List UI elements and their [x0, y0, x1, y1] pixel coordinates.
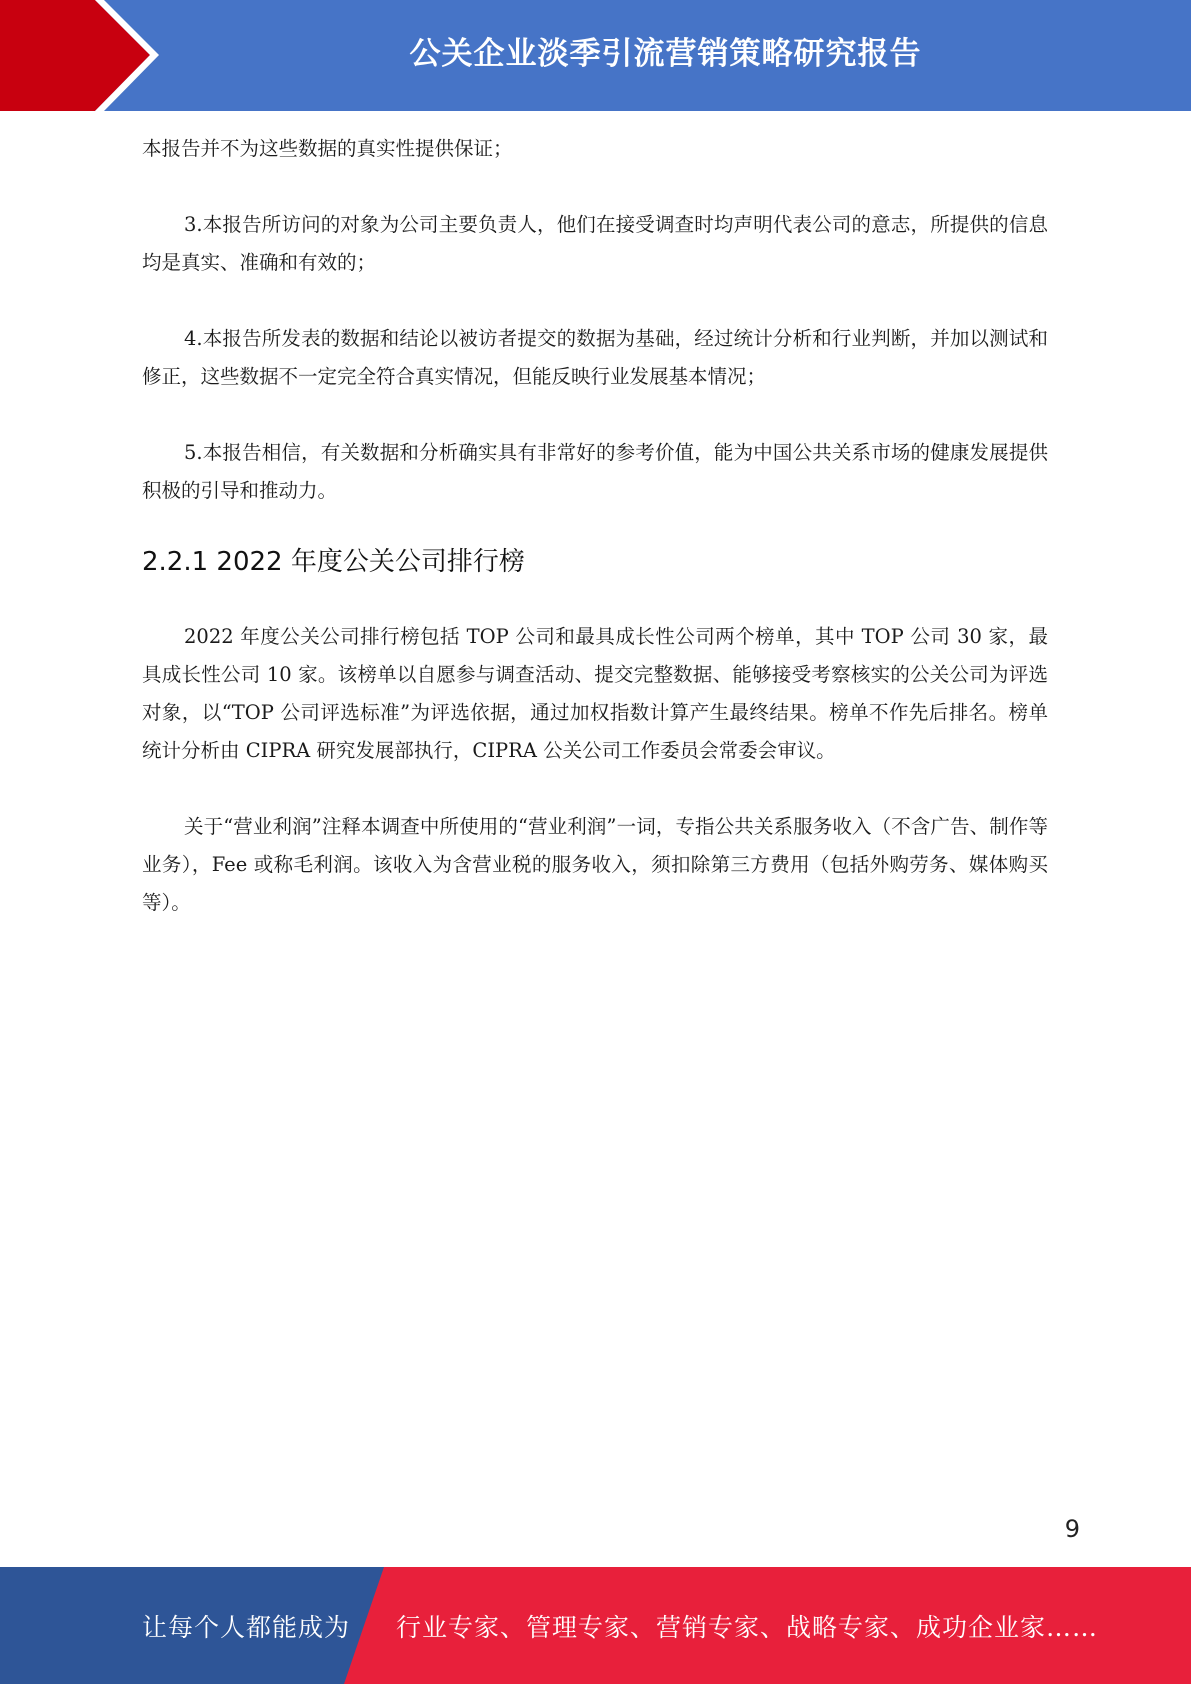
paragraph-item-3: 3.本报告所访问的对象为公司主要负责人，他们在接受调查时均声明代表公司的意志，所提供的信息均是真实、准确和有效的；: [142, 213, 1048, 274]
paragraph-ranking: 2022 年度公关公司排行榜包括 TOP 公司和最具成长性公司两个榜单，其中 TOP 公司 30 家，最具成长性公司 10 家。该榜单以自愿参与调查活动、提交完整数据、能够接受考察核实的公关公司为评选对象，以“TOP 公司评选标准”为评选依据，通过加权指数计算产生最终结果。榜单不作先后排名。榜单统计分析由 CIPRA 研究发展部执行，CIPRA 公关公司工作委员会常委会审议。: [142, 625, 1048, 762]
page-header: [0, 0, 1191, 111]
page-footer: [0, 1567, 1191, 1684]
page-number: 9: [1064, 1515, 1080, 1543]
paragraph-disclaimer: 本报告并不为这些数据的真实性提供保证；: [142, 137, 513, 160]
footer-slogan-left: 让每个人都能成为: [142, 1612, 351, 1642]
footer-slogan-right: 行业专家、管理专家、营销专家、战略专家、成功企业家……: [396, 1612, 1099, 1642]
paragraph-profit-note: 关于“营业利润”注释本调查中所使用的“营业利润”一词，专指公共关系服务收入（不含广告、制作等业务），Fee 或称毛利润。该收入为含营业税的服务收入，须扣除第三方费用（包括外购劳务、媒体购买等）。: [142, 815, 1048, 914]
section-heading: 2.2.1 2022 年度公关公司排行榜: [142, 547, 525, 577]
page-body: [142, 130, 1048, 922]
paragraph-item-5: 5.本报告相信，有关数据和分析确实具有非常好的参考价值，能为中国公共关系市场的健康发展提供积极的引导和推动力。: [142, 441, 1048, 502]
paragraph-item-4: 4.本报告所发表的数据和结论以被访者提交的数据为基础，经过统计分析和行业判断，并加以测试和修正，这些数据不一定完全符合真实情况，但能反映行业发展基本情况；: [142, 327, 1048, 388]
document-title: 公关企业淡季引流营销策略研究报告: [409, 35, 922, 72]
